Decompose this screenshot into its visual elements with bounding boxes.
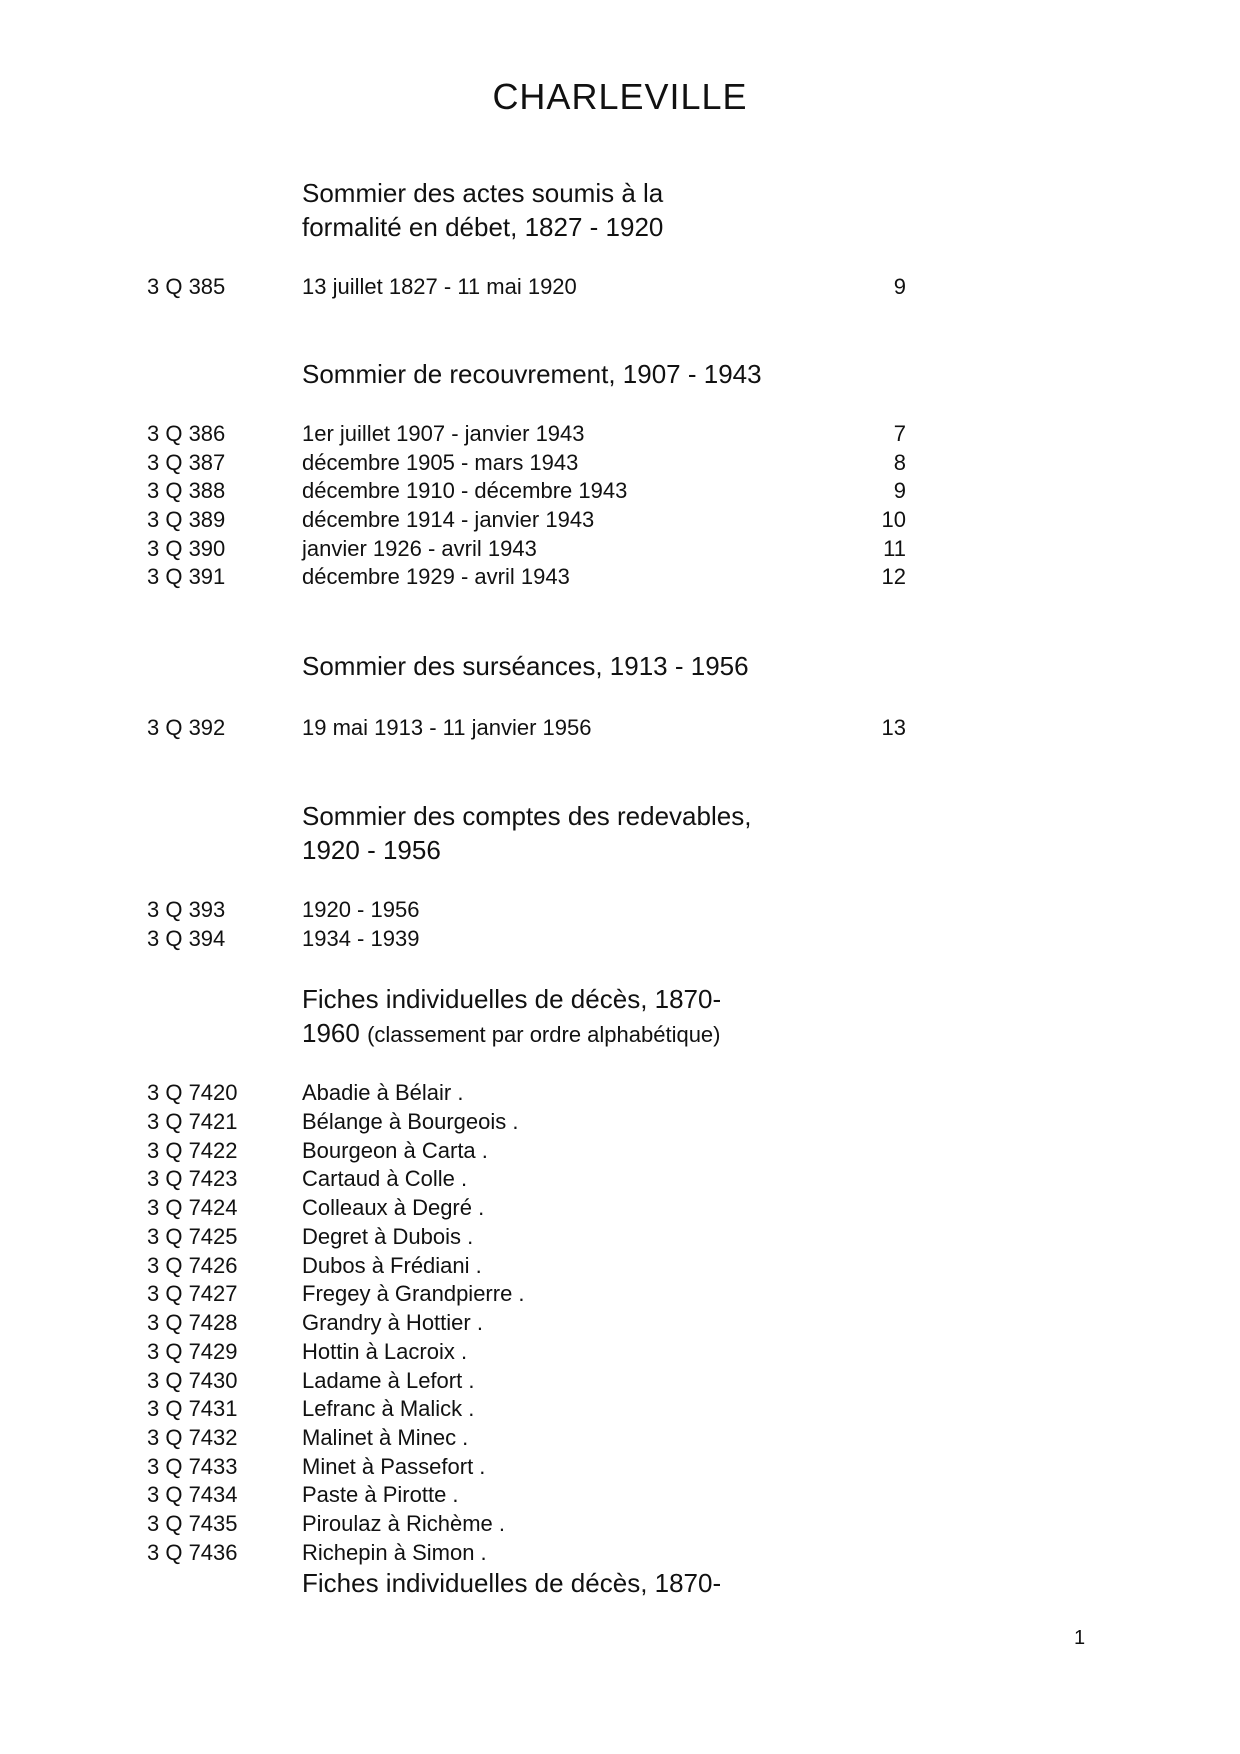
cote: 3 Q 393 (147, 897, 226, 922)
table-row (0, 1337, 1240, 1366)
table-row (0, 895, 1240, 924)
description: Malinet à Minec . (302, 1425, 469, 1450)
item-number: 9 (893, 274, 906, 299)
cote: 3 Q 7424 (147, 1195, 238, 1220)
description: Colleaux à Degré . (302, 1195, 485, 1220)
item-number: 8 (893, 450, 906, 475)
description: Abadie à Bélair . (302, 1080, 464, 1105)
description: Minet à Passefort . (302, 1454, 486, 1479)
item-number: 11 (883, 536, 906, 561)
table-row (0, 534, 1240, 563)
section-title-year: 1960 (302, 1018, 360, 1048)
cote: 3 Q 390 (147, 536, 226, 561)
page-title: CHARLEVILLE (492, 76, 748, 117)
table-row (0, 1423, 1240, 1452)
description: décembre 1929 - avril 1943 (302, 564, 570, 589)
description: 1934 - 1939 (302, 926, 420, 951)
cote: 3 Q 386 (147, 421, 226, 446)
description: Dubos à Frédiani . (302, 1253, 482, 1278)
item-number: 12 (881, 564, 906, 589)
description: Fregey à Grandpierre . (302, 1281, 525, 1306)
cote: 3 Q 394 (147, 926, 226, 951)
table-row (0, 1308, 1240, 1337)
section-title (302, 1566, 822, 1600)
cote: 3 Q 7420 (147, 1080, 238, 1105)
page-number: 1 (1074, 1627, 1086, 1649)
table-row (0, 505, 1240, 534)
cote: 3 Q 7423 (147, 1166, 238, 1191)
section-title (302, 649, 822, 683)
table-row (0, 924, 1240, 953)
description: décembre 1914 - janvier 1943 (302, 507, 595, 532)
description: Bélange à Bourgeois . (302, 1109, 519, 1134)
cote: 3 Q 7432 (147, 1425, 238, 1450)
table-row (0, 1394, 1240, 1423)
cote: 3 Q 388 (147, 478, 226, 503)
table-row (0, 562, 1240, 591)
table-row (0, 476, 1240, 505)
description: Paste à Pirotte . (302, 1482, 459, 1507)
table-row (0, 419, 1240, 448)
cote: 3 Q 7430 (147, 1368, 238, 1393)
description: Ladame à Lefort . (302, 1368, 475, 1393)
cote: 3 Q 7425 (147, 1224, 238, 1249)
description: 1920 - 1956 (302, 897, 420, 922)
section-subtitle: (classement par ordre alphabétique) (367, 1022, 721, 1047)
table-row (0, 1164, 1240, 1193)
cote: 3 Q 385 (147, 274, 226, 299)
table-row (0, 1366, 1240, 1395)
cote: 3 Q 392 (147, 715, 226, 740)
table-row (0, 1193, 1240, 1222)
cote: 3 Q 7434 (147, 1482, 238, 1507)
section-title-line: Sommier des surséances, 1913 - 1956 (302, 651, 749, 681)
table-row (0, 1480, 1240, 1509)
description: janvier 1926 - avril 1943 (302, 536, 537, 561)
table-row (0, 1107, 1240, 1136)
description: 1er juillet 1907 - janvier 1943 (302, 421, 585, 446)
cote: 3 Q 387 (147, 450, 226, 475)
cote: 3 Q 389 (147, 507, 226, 532)
description: décembre 1910 - décembre 1943 (302, 478, 628, 503)
description: Hottin à Lacroix . (302, 1339, 468, 1364)
cote: 3 Q 7433 (147, 1454, 238, 1479)
table-row (0, 272, 1240, 301)
table-row (0, 1509, 1240, 1538)
description: Bourgeon à Carta . (302, 1138, 488, 1163)
item-number: 9 (893, 478, 906, 503)
cote: 3 Q 7421 (147, 1109, 238, 1134)
section-title-line: Sommier des comptes des redevables, (302, 801, 752, 831)
table-row (0, 1538, 1240, 1567)
section-title (302, 357, 822, 391)
section-title-line: Fiches individuelles de décès, 1870- (302, 1568, 722, 1598)
section-title (302, 799, 822, 867)
section-title-line: Sommier de recouvrement, 1907 - 1943 (302, 359, 762, 389)
table-row (0, 1279, 1240, 1308)
description: Degret à Dubois . (302, 1224, 474, 1249)
item-number: 13 (881, 715, 906, 740)
table-row (0, 1078, 1240, 1107)
cote: 3 Q 7428 (147, 1310, 238, 1335)
table-row (0, 1251, 1240, 1280)
section-title (302, 176, 822, 244)
section-title-line (302, 1016, 822, 1052)
cote: 3 Q 7435 (147, 1511, 238, 1536)
description: décembre 1905 - mars 1943 (302, 450, 579, 475)
item-number: 7 (893, 421, 906, 446)
cote: 3 Q 7436 (147, 1540, 238, 1565)
section-title-line: Sommier des actes soumis à la (302, 178, 664, 208)
cote: 3 Q 391 (147, 564, 226, 589)
table-row (0, 1452, 1240, 1481)
cote: 3 Q 7426 (147, 1253, 238, 1278)
description: Grandry à Hottier . (302, 1310, 483, 1335)
description: Lefranc à Malick . (302, 1396, 475, 1421)
section-title-line: 1920 - 1956 (302, 835, 441, 865)
description: 13 juillet 1827 - 11 mai 1920 (302, 274, 577, 299)
section-title-line: formalité en débet, 1827 - 1920 (302, 212, 664, 242)
cote: 3 Q 7422 (147, 1138, 238, 1163)
table-row (0, 448, 1240, 477)
cote: 3 Q 7431 (147, 1396, 238, 1421)
description: Richepin à Simon . (302, 1540, 487, 1565)
section-title (302, 982, 822, 1052)
table-row (0, 713, 1240, 742)
section-title-line: Fiches individuelles de décès, 1870- (302, 984, 722, 1014)
cote: 3 Q 7427 (147, 1281, 238, 1306)
description: 19 mai 1913 - 11 janvier 1956 (302, 715, 592, 740)
table-row (0, 1136, 1240, 1165)
description: Cartaud à Colle . (302, 1166, 468, 1191)
table-row (0, 1222, 1240, 1251)
description: Piroulaz à Richème . (302, 1511, 505, 1536)
item-number: 10 (881, 507, 906, 532)
cote: 3 Q 7429 (147, 1339, 238, 1364)
